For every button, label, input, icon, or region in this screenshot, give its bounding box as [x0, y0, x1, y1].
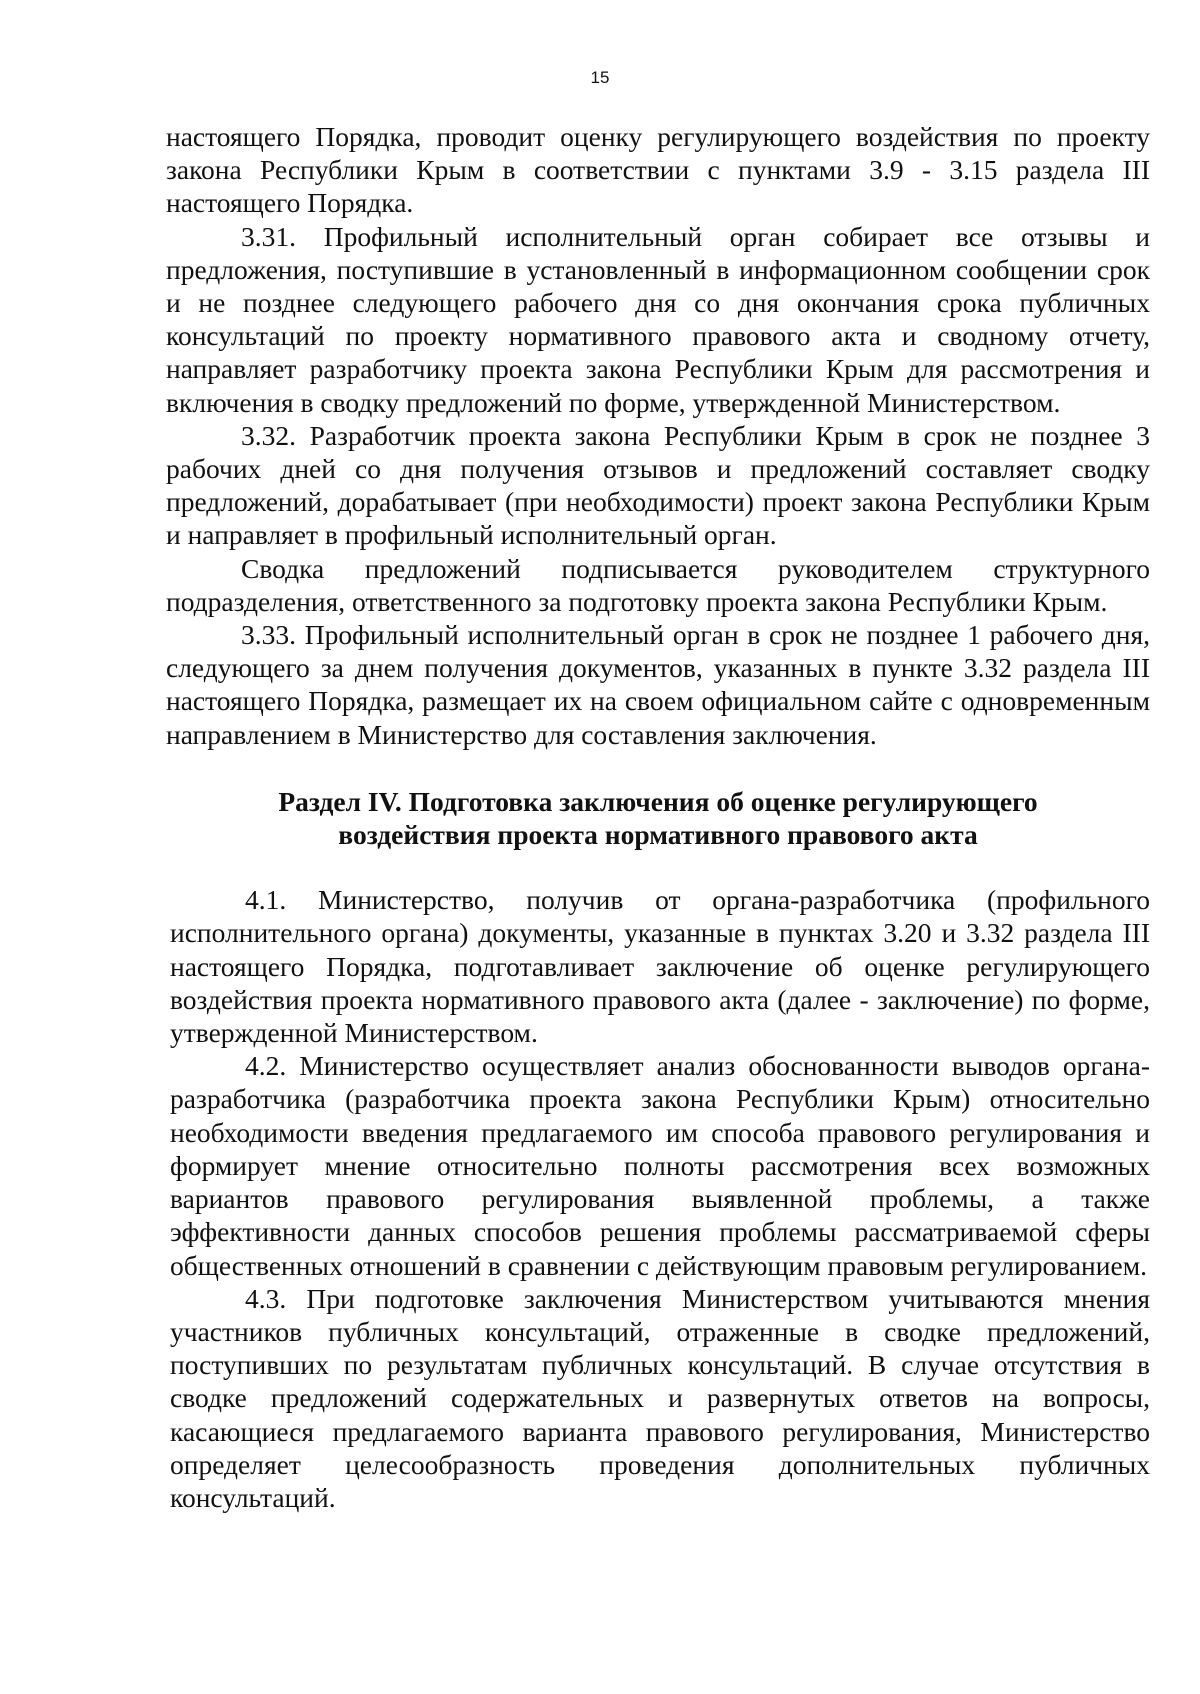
paragraph-3-32: 3.32. Разработчик проекта закона Республики Крым в срок не позднее 3 рабочих дней со дня получения отзывов и предложений составляет сводку предложений, дорабатывает (при необходимости) проект закона Республики Крым и направляет в профильный исполнительный орган.	[166, 419, 1150, 551]
paragraph-3-31: 3.31. Профильный исполнительный орган собирает все отзывы и предложения, поступившие в установленный в информационном сообщении срок и не позднее следующего рабочего дня со дня окончания срока публичных консультаций по проекту нормативного правового акта и сводному отчету, направляет разработчику проекта закона Республики Крым для рассмотрения и включения в сводку предложений по форме, утвержденной Министерством.	[166, 220, 1150, 418]
paragraph-4-2: 4.2. Министерство осуществляет анализ обоснованности выводов органа-разработчика (разработчика проекта закона Республики Крым) относительно необходимости введения предлагаемого им способа правового регулирования и формирует мнение относительно полноты рассмотрения всех возможных вариантов правового регулирования выявленной проблемы, а также эффективности данных способов решения проблемы рассматриваемой сферы общественных отношений в сравнении с действующим правовым регулированием.	[170, 1050, 1150, 1281]
paragraph-3-33: 3.33. Профильный исполнительный орган в срок не позднее 1 рабочего дня, следующего за днем получения документов, указанных в пункте 3.32 раздела III настоящего Порядка, размещает их на своем официальном сайте с одновременным направлением в Министерство для составления заключения.	[166, 619, 1150, 750]
paragraph-summary-signing: Сводка предложений подписывается руководителем структурного подразделения, ответственного за подготовку проекта закона Республики Крым.	[166, 552, 1150, 617]
paragraph-continuation: настоящего Порядка, проводит оценку регулирующего воздействия по проекту закона Республики Крым в соответствии с пунктами 3.9 - 3.15 раздела III настоящего Порядка.	[166, 121, 1150, 219]
section-heading	[166, 785, 1150, 851]
paragraph-4-3: 4.3. При подготовке заключения Министерством учитываются мнения участников публичных консультаций, отраженные в сводке предложений, поступивших по результатам публичных консультаций. В случае отсутствия в сводке предложений содержательных и развернутых ответов на вопросы, касающиеся предлагаемого варианта правового регулирования, Министерство определяет целесообразность проведения дополнительных публичных консультаций.	[170, 1282, 1150, 1513]
page-number: 15	[590, 68, 610, 87]
section-4-body	[166, 883, 1150, 1514]
section-heading-line-1: Раздел IV. Подготовка заключения об оценке регулирующего	[278, 785, 1038, 817]
document-body	[166, 120, 1150, 1514]
paragraph-4-1: 4.1. Министерство, получив от органа-разработчика (профильного исполнительного органа) документы, указанные в пунктах 3.20 и 3.32 раздела III настоящего Порядка, подготавливает заключение об оценке регулирующего воздействия проекта нормативного правового акта (далее - заключение) по форме, утвержденной Министерством.	[170, 884, 1150, 1049]
section-heading-line-2: воздействия проекта нормативного правового акта	[338, 819, 978, 851]
